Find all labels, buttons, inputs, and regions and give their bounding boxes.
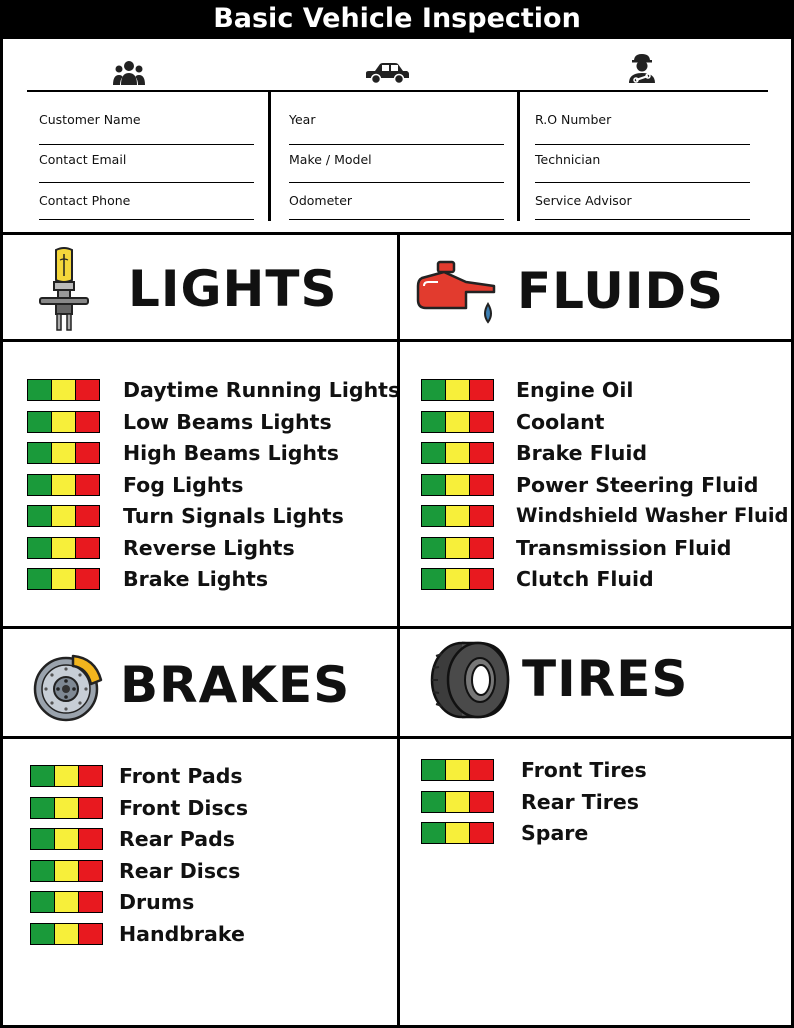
status-selector[interactable] xyxy=(27,411,100,433)
list-item xyxy=(30,764,243,788)
input-line[interactable] xyxy=(289,182,504,183)
item-label: Low Beams Lights xyxy=(123,409,332,434)
list-item xyxy=(30,859,240,883)
status-caution[interactable] xyxy=(445,792,470,812)
item-label: Front Discs xyxy=(119,795,249,820)
status-bad[interactable] xyxy=(470,443,493,463)
status-bad[interactable] xyxy=(79,924,102,944)
status-good[interactable] xyxy=(422,506,445,526)
status-good[interactable] xyxy=(28,569,51,589)
status-selector[interactable] xyxy=(30,797,103,819)
car-icon xyxy=(363,61,411,85)
status-caution[interactable] xyxy=(54,798,79,818)
status-selector[interactable] xyxy=(421,791,494,813)
list-item xyxy=(30,922,245,946)
item-label: Drums xyxy=(119,890,195,914)
status-good[interactable] xyxy=(422,569,445,589)
list-item xyxy=(421,758,647,782)
list-item xyxy=(421,504,789,528)
status-selector[interactable] xyxy=(421,411,494,433)
status-bad[interactable] xyxy=(79,892,102,912)
item-label: Rear Discs xyxy=(119,858,241,883)
status-bad[interactable] xyxy=(76,569,99,589)
headlight-bulb-icon xyxy=(36,246,92,332)
item-label: Fog Lights xyxy=(123,472,244,497)
input-line[interactable] xyxy=(535,182,750,183)
item-label: Coolant xyxy=(516,409,605,434)
status-selector[interactable] xyxy=(27,505,100,527)
list-item xyxy=(30,796,248,820)
status-caution[interactable] xyxy=(445,823,470,843)
status-selector[interactable] xyxy=(421,379,494,401)
status-bad[interactable] xyxy=(470,475,493,495)
column-divider xyxy=(517,92,520,221)
list-item xyxy=(27,410,332,434)
status-bad[interactable] xyxy=(79,861,102,881)
status-caution[interactable] xyxy=(51,506,76,526)
status-good[interactable] xyxy=(28,380,51,400)
status-caution[interactable] xyxy=(445,412,470,432)
list-item xyxy=(421,567,654,591)
status-caution[interactable] xyxy=(51,412,76,432)
status-caution[interactable] xyxy=(445,760,470,780)
status-selector[interactable] xyxy=(30,765,103,787)
item-label: Clutch Fluid xyxy=(516,567,654,591)
field-technician: Technician xyxy=(535,152,601,167)
field-odometer: Odometer xyxy=(289,193,353,208)
item-label: Transmission Fluid xyxy=(516,535,732,560)
status-selector[interactable] xyxy=(421,537,494,559)
field-ro-number: R.O Number xyxy=(535,112,612,127)
status-bad[interactable] xyxy=(470,760,493,780)
list-item xyxy=(27,441,339,465)
status-good[interactable] xyxy=(422,760,445,780)
status-good[interactable] xyxy=(422,823,445,843)
field-make-model: Make / Model xyxy=(289,152,372,167)
field-service-advisor: Service Advisor xyxy=(535,193,632,208)
status-good[interactable] xyxy=(422,538,445,558)
status-good[interactable] xyxy=(28,412,51,432)
header-divider xyxy=(27,90,768,92)
status-caution[interactable] xyxy=(51,538,76,558)
page-title: Basic Vehicle Inspection xyxy=(0,0,794,38)
list-item xyxy=(30,890,194,914)
field-customer-name: Customer Name xyxy=(39,112,141,127)
status-bad[interactable] xyxy=(470,506,493,526)
status-caution[interactable] xyxy=(51,443,76,463)
column-divider xyxy=(268,92,271,221)
status-good[interactable] xyxy=(31,766,54,786)
status-selector[interactable] xyxy=(421,442,494,464)
status-bad[interactable] xyxy=(470,792,493,812)
status-good[interactable] xyxy=(422,412,445,432)
status-bad[interactable] xyxy=(76,443,99,463)
status-selector[interactable] xyxy=(27,442,100,464)
status-caution[interactable] xyxy=(54,924,79,944)
input-line[interactable] xyxy=(535,219,750,220)
mechanic-icon xyxy=(627,52,657,84)
status-selector[interactable] xyxy=(27,568,100,590)
item-label: Power Steering Fluid xyxy=(516,472,759,497)
status-bad[interactable] xyxy=(470,412,493,432)
status-good[interactable] xyxy=(31,861,54,881)
status-selector[interactable] xyxy=(421,474,494,496)
status-good[interactable] xyxy=(28,506,51,526)
item-label: Engine Oil xyxy=(516,378,634,402)
lights-title: LIGHTS xyxy=(128,260,338,318)
status-caution[interactable] xyxy=(54,861,79,881)
status-selector[interactable] xyxy=(421,505,494,527)
field-contact-phone: Contact Phone xyxy=(39,193,131,208)
status-bad[interactable] xyxy=(79,766,102,786)
status-bad[interactable] xyxy=(470,538,493,558)
list-item xyxy=(27,473,243,497)
status-good[interactable] xyxy=(31,924,54,944)
list-item xyxy=(421,821,588,845)
oil-can-icon xyxy=(414,258,498,332)
brake-disc-icon xyxy=(33,652,103,722)
status-selector[interactable] xyxy=(30,828,103,850)
status-good[interactable] xyxy=(28,538,51,558)
status-caution[interactable] xyxy=(51,569,76,589)
input-line[interactable] xyxy=(289,144,504,145)
status-caution[interactable] xyxy=(445,380,470,400)
status-good[interactable] xyxy=(422,792,445,812)
item-label: Windshield Washer Fluid xyxy=(516,504,789,527)
list-item xyxy=(421,441,647,465)
list-item xyxy=(421,790,639,814)
status-bad[interactable] xyxy=(76,475,99,495)
field-contact-email: Contact Email xyxy=(39,152,127,167)
status-good[interactable] xyxy=(31,829,54,849)
status-good[interactable] xyxy=(28,443,51,463)
status-bad[interactable] xyxy=(76,412,99,432)
item-label: High Beams Lights xyxy=(123,441,340,465)
input-line[interactable] xyxy=(289,219,504,220)
item-label: Front Tires xyxy=(521,758,647,782)
list-item xyxy=(27,536,295,560)
status-bad[interactable] xyxy=(76,538,99,558)
list-item xyxy=(421,410,604,434)
input-line[interactable] xyxy=(39,144,254,145)
status-good[interactable] xyxy=(422,475,445,495)
status-good[interactable] xyxy=(28,475,51,495)
item-label: Spare xyxy=(521,821,589,845)
brakes-title: BRAKES xyxy=(120,656,351,714)
status-caution[interactable] xyxy=(54,892,79,912)
status-selector[interactable] xyxy=(421,822,494,844)
status-bad[interactable] xyxy=(76,380,99,400)
status-caution[interactable] xyxy=(54,829,79,849)
tire-icon xyxy=(428,640,510,720)
list-item xyxy=(421,536,731,560)
status-caution[interactable] xyxy=(445,569,470,589)
status-selector[interactable] xyxy=(27,474,100,496)
status-bad[interactable] xyxy=(76,506,99,526)
list-item xyxy=(421,473,758,497)
input-line[interactable] xyxy=(39,219,254,220)
input-line[interactable] xyxy=(39,182,254,183)
status-bad[interactable] xyxy=(79,829,102,849)
status-bad[interactable] xyxy=(79,798,102,818)
list-item xyxy=(27,504,344,528)
status-good[interactable] xyxy=(422,443,445,463)
status-selector[interactable] xyxy=(27,537,100,559)
status-caution[interactable] xyxy=(445,443,470,463)
status-bad[interactable] xyxy=(470,569,493,589)
list-item xyxy=(27,378,400,402)
status-caution[interactable] xyxy=(54,766,79,786)
list-item xyxy=(30,827,235,851)
input-line[interactable] xyxy=(535,144,750,145)
status-caution[interactable] xyxy=(51,475,76,495)
status-selector[interactable] xyxy=(421,759,494,781)
status-good[interactable] xyxy=(31,892,54,912)
list-item xyxy=(421,378,633,402)
status-caution[interactable] xyxy=(445,506,470,526)
item-label: Rear Pads xyxy=(119,827,235,851)
field-year: Year xyxy=(289,112,316,127)
item-label: Turn Signals Lights xyxy=(123,504,344,528)
item-label: Brake Fluid xyxy=(516,441,648,465)
item-label: Reverse Lights xyxy=(123,535,295,560)
status-good[interactable] xyxy=(31,798,54,818)
tires-title: TIRES xyxy=(522,650,689,708)
status-selector[interactable] xyxy=(421,568,494,590)
status-caution[interactable] xyxy=(51,380,76,400)
status-caution[interactable] xyxy=(445,538,470,558)
status-selector[interactable] xyxy=(30,923,103,945)
fluids-title: FLUIDS xyxy=(517,262,724,320)
item-label: Rear Tires xyxy=(521,789,639,814)
status-caution[interactable] xyxy=(445,475,470,495)
item-label: Daytime Running Lights xyxy=(123,378,401,402)
status-selector[interactable] xyxy=(30,860,103,882)
item-label: Front Pads xyxy=(119,764,243,788)
status-good[interactable] xyxy=(422,380,445,400)
item-label: Handbrake xyxy=(119,921,245,946)
status-bad[interactable] xyxy=(470,823,493,843)
people-icon xyxy=(113,59,145,87)
status-bad[interactable] xyxy=(470,380,493,400)
item-label: Brake Lights xyxy=(123,567,269,591)
list-item xyxy=(27,567,268,591)
status-selector[interactable] xyxy=(30,891,103,913)
status-selector[interactable] xyxy=(27,379,100,401)
